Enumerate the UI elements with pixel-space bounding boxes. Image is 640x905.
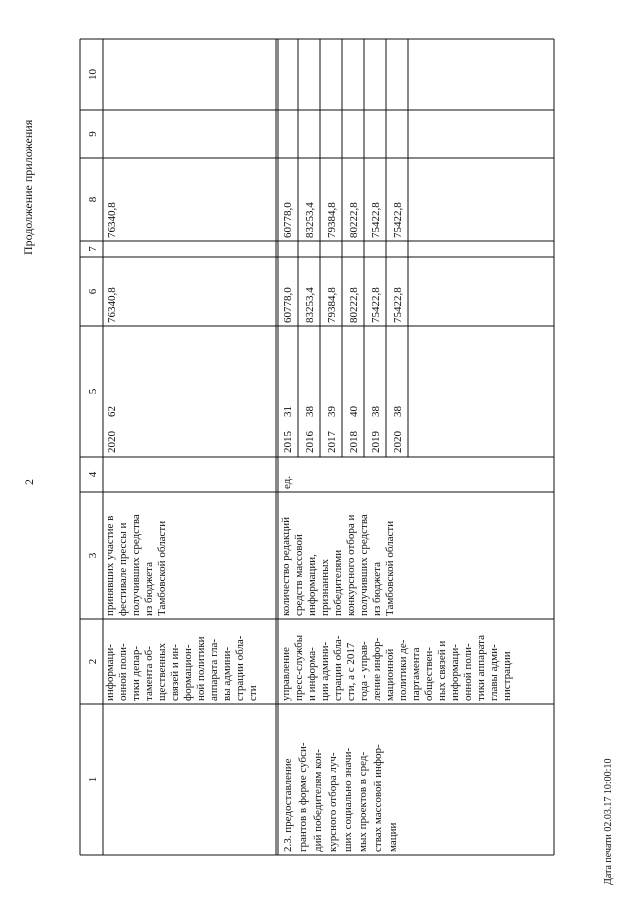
year-cell: 2020 <box>392 431 404 453</box>
amount-cell: 75422,8 <box>370 287 382 323</box>
count-cell: 38 <box>392 406 404 417</box>
col-header-10: 10 <box>87 69 99 80</box>
count-cell: 38 <box>370 406 382 417</box>
col-header-4: 4 <box>87 471 99 478</box>
main-row-indicator: количество редакций средств массовой информации, признанных победителями конкурсного отбора и получивших средства из бюджета Тамбовской области <box>280 514 396 616</box>
prev-row-col5: 62 <box>106 406 118 417</box>
prev-row-responsible: информаци- онной поли- тики депар- тамента об- щественных связей и ин- формацион- ной политики аппарата гла- вы админи- страции обла- сти <box>104 635 259 701</box>
year-cell: 2019 <box>370 431 382 453</box>
amount-cell: 80222,8 <box>348 202 360 238</box>
amount-cell: 83253,4 <box>304 287 316 323</box>
amount-cell: 75422,8 <box>392 287 404 323</box>
col-header-5: 5 <box>87 388 99 395</box>
amount-cell: 60778,0 <box>282 287 294 323</box>
prev-row-year: 2020 <box>106 431 118 453</box>
year-cell: 2016 <box>304 431 316 453</box>
col-header-3: 3 <box>87 552 99 559</box>
col-header-8: 8 <box>87 196 99 203</box>
year-cell: 2017 <box>326 431 338 453</box>
main-row-unit: ед. <box>281 475 293 489</box>
main-row-measure: 2.3. предоставление грантов в форме субси- дий победителям кон- курсного отбора луч- ших социально значи- мых проектов в сред- ствах массовой инфор- мации <box>282 742 399 852</box>
count-cell: 31 <box>282 406 294 417</box>
col-header-7: 7 <box>87 246 99 252</box>
col-header-6: 6 <box>87 288 99 295</box>
col-header-9: 9 <box>87 131 99 137</box>
prev-row-indicator: принявших участие в фестивале прессы и получивших средства из бюджета Тамбовской области <box>104 514 168 616</box>
amount-cell: 75422,8 <box>370 202 382 238</box>
col-header-1: 1 <box>87 776 99 783</box>
col-header-2: 2 <box>87 658 99 665</box>
count-cell: 39 <box>326 406 338 417</box>
page-number: 2 <box>22 479 36 485</box>
amount-cell: 75422,8 <box>392 202 404 238</box>
count-cell: 40 <box>348 406 360 417</box>
amount-cell: 80222,8 <box>348 287 360 323</box>
prev-row-col8: 76340,8 <box>106 202 118 238</box>
amount-cell: 79384,8 <box>326 202 338 238</box>
amount-cell: 60778,0 <box>282 202 294 238</box>
year-cell: 2015 <box>282 431 294 453</box>
prev-row-col6: 76340,8 <box>106 287 118 323</box>
amount-cell: 83253,4 <box>304 202 316 238</box>
continuation-label: Продолжение приложения <box>21 119 35 255</box>
print-date: Дата печати 02.03.17 10:00:10 <box>603 758 614 885</box>
year-cell: 2018 <box>348 431 360 453</box>
main-row-responsible: управление пресс-службы и информа- ции админи- страции обла- сти, а с 2017 года - управ- ление инфор- мационной политики де- партамента обществен- ных связей и информаци- онной поли- тики аппарата главы адми- нистрации <box>280 634 513 701</box>
count-cell: 38 <box>304 406 316 417</box>
amount-cell: 79384,8 <box>326 287 338 323</box>
